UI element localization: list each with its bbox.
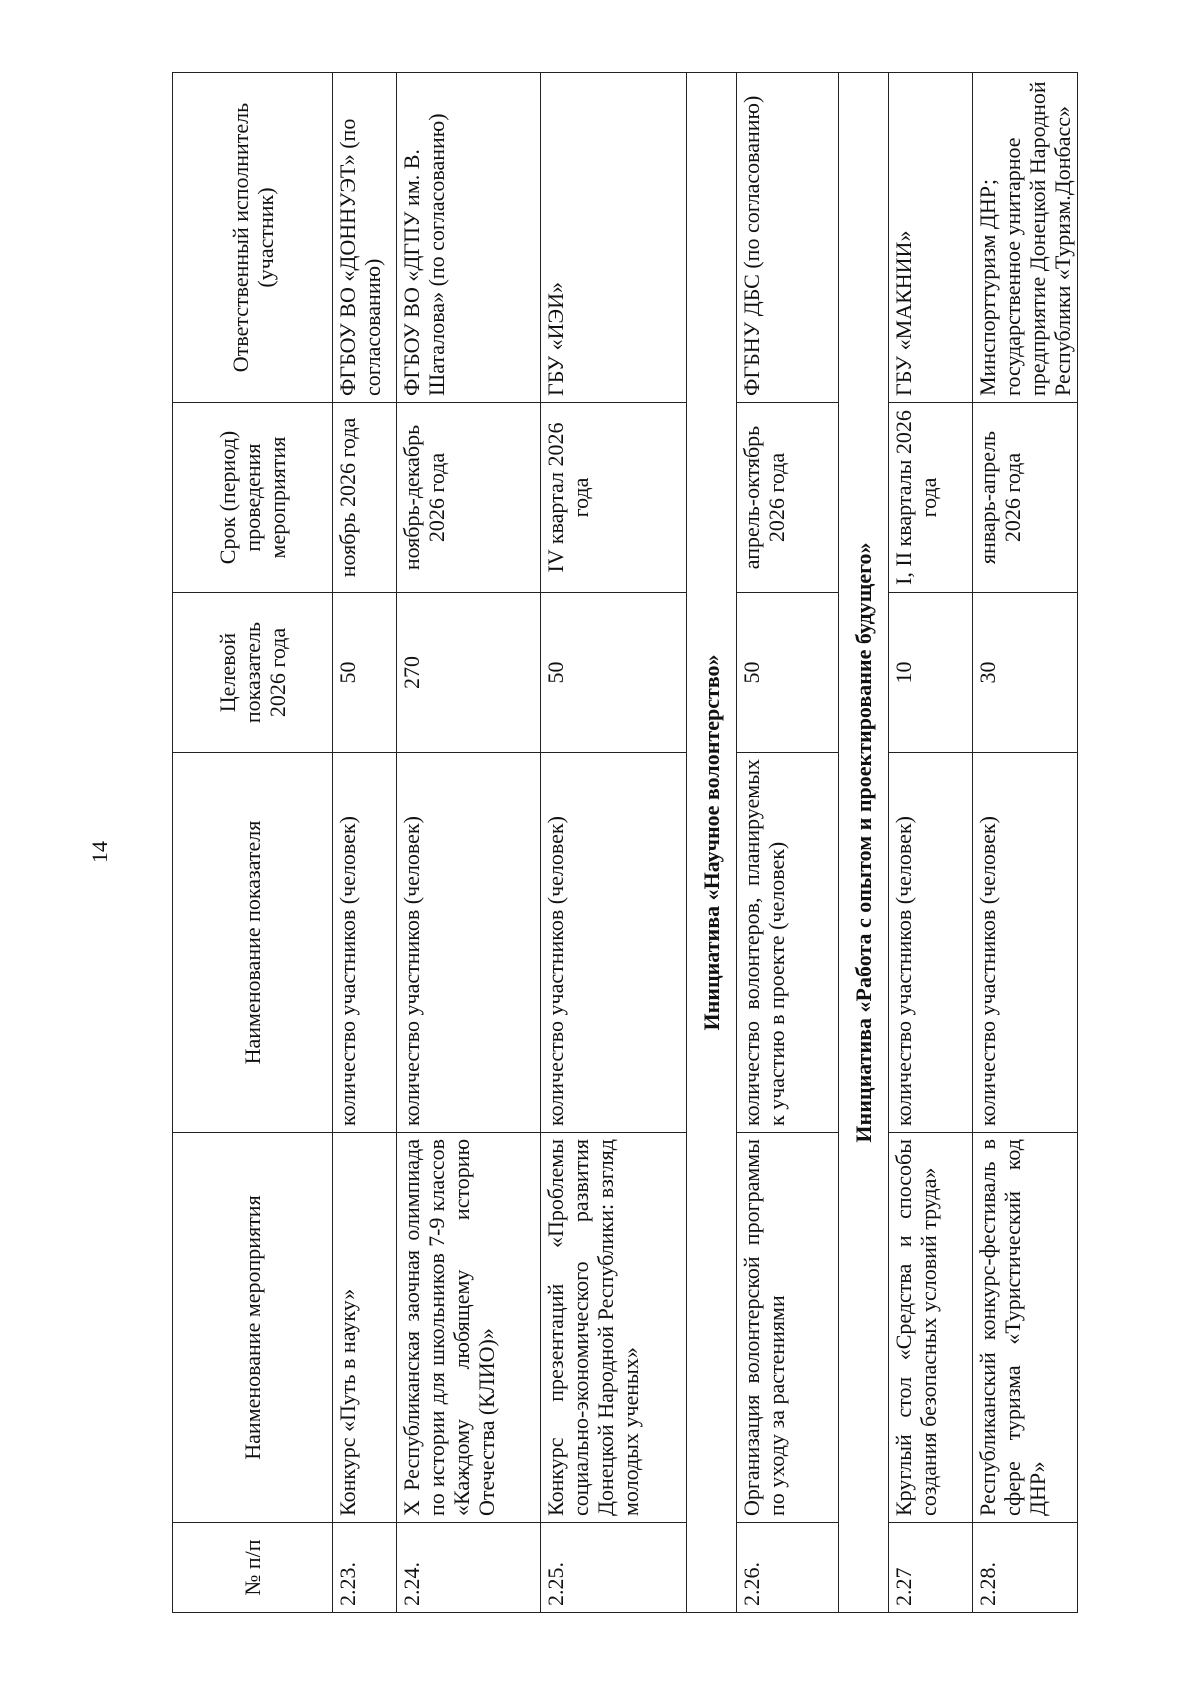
row-period: январь-апрель 2026 года (973, 403, 1078, 593)
row-period: апрель-октябрь 2026 года (737, 403, 839, 593)
row-event-name: Круглый стол «Средства и способы создания безопасных условий труда» (889, 1133, 973, 1523)
row-target: 50 (333, 593, 397, 753)
header-name: Наименование мероприятия (173, 1133, 333, 1523)
row-target: 50 (737, 593, 839, 753)
row-num: 2.26. (737, 1523, 839, 1613)
row-num: 2.25. (541, 1523, 687, 1613)
row-event-name: Конкурс презентаций «Проблемы социально-экономического развития Донецкой Народной Республики: взгляд молодых ученых» (541, 1133, 687, 1523)
row-executor: ФГБОУ ВО «ДГПУ им. В. Шаталова» (по согласованию) (397, 73, 541, 403)
row-target: 50 (541, 593, 687, 753)
page-number: 14 (87, 841, 112, 863)
section-row (839, 73, 889, 1613)
table-row (889, 73, 973, 1613)
table-row (737, 73, 839, 1613)
row-target: 10 (889, 593, 973, 753)
row-target: 30 (973, 593, 1078, 753)
header-period: Срок (период) проведения мероприятия (173, 403, 333, 593)
row-target: 270 (397, 593, 541, 753)
row-indicator: количество участников (человек) (889, 753, 973, 1133)
header-indicator: Наименование показателя (173, 753, 333, 1133)
table-row (397, 73, 541, 1613)
row-event-name: Конкурс «Путь в науку» (333, 1133, 397, 1523)
table-header-row (173, 73, 333, 1613)
row-indicator: количество участников (человек) (541, 753, 687, 1133)
table-row (541, 73, 687, 1613)
row-executor: Минспорттуризм ДНР; государственное унитарное предприятие Донецкой Народной Республики «Туризм.Донбасс» (973, 73, 1078, 403)
header-num: № п/п (173, 1523, 333, 1613)
row-period: ноябрь-декабрь 2026 года (397, 403, 541, 593)
table-row (333, 73, 397, 1613)
events-table-container (172, 73, 1075, 1613)
row-event-name: Организация волонтерской программы по уходу за растениями (737, 1133, 839, 1523)
row-num: 2.28. (973, 1523, 1078, 1613)
row-num: 2.23. (333, 1523, 397, 1613)
row-num: 2.27 (889, 1523, 973, 1613)
header-target: Целевой показатель 2026 года (173, 593, 333, 753)
row-executor: ГБУ «ИЭИ» (541, 73, 687, 403)
row-executor: ФГБНУ ДБС (по согласованию) (737, 73, 839, 403)
row-period: IV квартал 2026 года (541, 403, 687, 593)
row-period: ноябрь 2026 года (333, 403, 397, 593)
row-executor: ФГБОУ ВО «ДОННУЭТ» (по согласованию) (333, 73, 397, 403)
row-num: 2.24. (397, 1523, 541, 1613)
row-period: I, II кварталы 2026 года (889, 403, 973, 593)
section-row (687, 73, 737, 1613)
section-title: Инициатива «Научное волонтерство» (687, 73, 737, 1613)
row-indicator: количество участников (человек) (397, 753, 541, 1133)
events-table (172, 72, 1078, 1613)
row-indicator: количество участников (человек) (333, 753, 397, 1133)
row-event-name: X Республиканская заочная олимпиада по истории для школьников 7-9 классов «Каждому любящему историю Отечества (КЛИО)» (397, 1133, 541, 1523)
table-row (973, 73, 1078, 1613)
row-indicator: количество волонтеров, планируемых к участию в проекте (человек) (737, 753, 839, 1133)
section-title: Инициатива «Работа с опытом и проектирование будущего» (839, 73, 889, 1613)
row-executor: ГБУ «МАКНИИ» (889, 73, 973, 403)
row-event-name: Республиканский конкурс-фестиваль в сфере туризма «Туристический код ДНР» (973, 1133, 1078, 1523)
row-indicator: количество участников (человек) (973, 753, 1078, 1133)
header-executor: Ответственный исполнитель (участник) (173, 73, 333, 403)
